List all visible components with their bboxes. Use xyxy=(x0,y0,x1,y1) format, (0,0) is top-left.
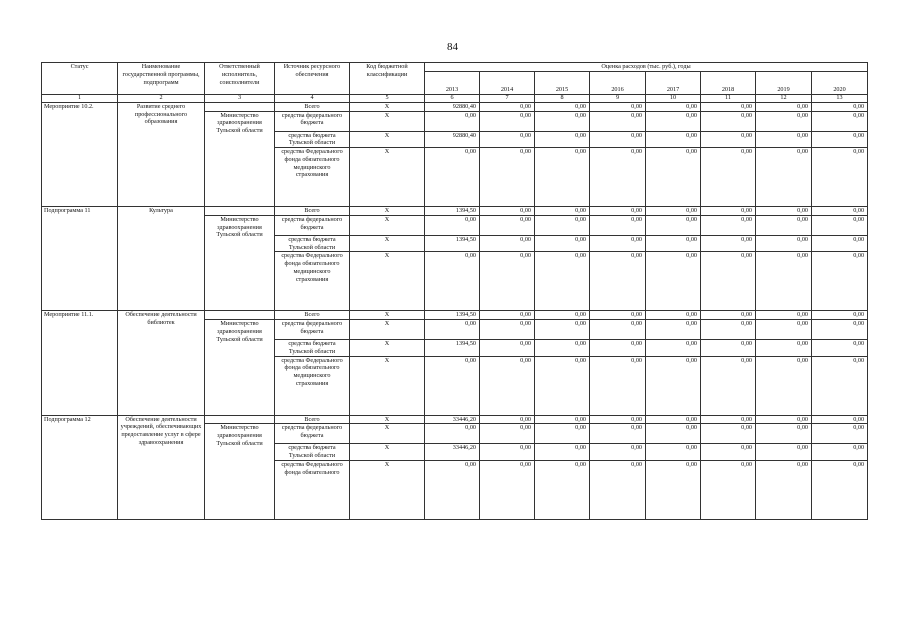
source-cell: средства бюджета Тульской области xyxy=(275,235,350,252)
column-number-cell: 11 xyxy=(701,94,756,102)
source-cell: Всего xyxy=(275,415,350,424)
value-cell: 0,00 xyxy=(590,460,646,519)
value-cell: 0,00 xyxy=(756,460,812,519)
column-number-cell: 2 xyxy=(118,94,205,102)
value-cell: 0,00 xyxy=(425,252,480,311)
value-cell: 0,00 xyxy=(756,148,812,207)
value-cell: 0,00 xyxy=(480,102,535,111)
column-number-cell: 5 xyxy=(350,94,425,102)
value-cell: 0,00 xyxy=(590,148,646,207)
value-cell: 0,00 xyxy=(480,460,535,519)
table-row xyxy=(42,102,868,111)
value-cell: 0,00 xyxy=(425,111,480,131)
executor-cell: Министерство здравоохранения Тульской области xyxy=(205,111,275,207)
budget-code-cell: X xyxy=(350,102,425,111)
value-cell: 0,00 xyxy=(646,340,701,357)
budget-code-cell: X xyxy=(350,235,425,252)
value-cell: 0,00 xyxy=(480,111,535,131)
column-number-cell: 12 xyxy=(756,94,812,102)
column-number-row xyxy=(42,94,868,102)
year-cell: 2013 xyxy=(425,71,480,94)
value-cell: 0,00 xyxy=(535,356,590,415)
year-cell: 2020 xyxy=(812,71,868,94)
value-cell: 0,00 xyxy=(535,340,590,357)
executor-cell: Министерство здравоохранения Тульской области xyxy=(205,424,275,520)
executor-cell-empty xyxy=(205,415,275,424)
value-cell: 0,00 xyxy=(590,235,646,252)
source-cell: средства бюджета Тульской области xyxy=(275,444,350,461)
value-cell: 0,00 xyxy=(812,252,868,311)
value-cell: 0,00 xyxy=(590,215,646,235)
value-cell: 0,00 xyxy=(480,320,535,340)
year-cell: 2018 xyxy=(701,71,756,94)
column-number-cell: 3 xyxy=(205,94,275,102)
header-row xyxy=(42,63,868,72)
program-name-cell: Обеспечение деятельности библиотек xyxy=(118,311,205,415)
budget-code-cell: X xyxy=(350,320,425,340)
column-number-cell: 10 xyxy=(646,94,701,102)
value-cell: 0,00 xyxy=(646,356,701,415)
table-row xyxy=(42,415,868,424)
value-cell: 0,00 xyxy=(590,415,646,424)
value-cell: 0,00 xyxy=(812,340,868,357)
budget-code-cell: X xyxy=(350,444,425,461)
header-estimate: Оценка расходов (тыс. руб.), годы xyxy=(425,63,868,72)
value-cell: 0,00 xyxy=(535,460,590,519)
value-cell: 33446,20 xyxy=(425,415,480,424)
value-cell: 0,00 xyxy=(646,444,701,461)
value-cell: 0,00 xyxy=(590,111,646,131)
value-cell: 0,00 xyxy=(812,444,868,461)
value-cell: 0,00 xyxy=(646,415,701,424)
value-cell: 0,00 xyxy=(812,102,868,111)
value-cell: 0,00 xyxy=(425,356,480,415)
source-cell: средства федерального бюджета xyxy=(275,320,350,340)
value-cell: 0,00 xyxy=(535,424,590,444)
source-cell: Всего xyxy=(275,207,350,216)
value-cell: 0,00 xyxy=(425,215,480,235)
status-cell: Подпрограмма 11 xyxy=(42,207,118,311)
page-number: 84 xyxy=(447,41,458,53)
value-cell: 0,00 xyxy=(425,424,480,444)
source-cell: средства федерального бюджета xyxy=(275,424,350,444)
value-cell: 0,00 xyxy=(590,311,646,320)
header-source: Источник ресурсного обеспечения xyxy=(275,63,350,95)
program-name-cell: Культура xyxy=(118,207,205,311)
source-cell: средства бюджета Тульской области xyxy=(275,340,350,357)
value-cell: 0,00 xyxy=(646,131,701,148)
table-row xyxy=(42,207,868,216)
value-cell: 0,00 xyxy=(646,460,701,519)
value-cell: 0,00 xyxy=(590,102,646,111)
value-cell: 0,00 xyxy=(756,415,812,424)
executor-cell-empty xyxy=(205,207,275,216)
budget-code-cell: X xyxy=(350,131,425,148)
value-cell: 0,00 xyxy=(812,215,868,235)
source-cell: средства Федерального фонда обязательного медицинского страхования xyxy=(275,356,350,415)
value-cell: 0,00 xyxy=(535,252,590,311)
value-cell: 0,00 xyxy=(812,207,868,216)
value-cell: 0,00 xyxy=(590,320,646,340)
program-name-cell: Развитие среднего профессионального образования xyxy=(118,102,205,206)
value-cell: 0,00 xyxy=(480,415,535,424)
value-cell: 0,00 xyxy=(701,460,756,519)
value-cell: 0,00 xyxy=(701,235,756,252)
value-cell: 0,00 xyxy=(812,424,868,444)
value-cell: 33446,20 xyxy=(425,444,480,461)
value-cell: 0,00 xyxy=(701,340,756,357)
value-cell: 0,00 xyxy=(590,424,646,444)
executor-cell: Министерство здравоохранения Тульской области xyxy=(205,215,275,311)
value-cell: 0,00 xyxy=(812,320,868,340)
value-cell: 0,00 xyxy=(480,356,535,415)
budget-code-cell: X xyxy=(350,415,425,424)
value-cell: 0,00 xyxy=(535,444,590,461)
value-cell: 0,00 xyxy=(812,356,868,415)
value-cell: 0,00 xyxy=(756,356,812,415)
value-cell: 0,00 xyxy=(701,424,756,444)
value-cell: 0,00 xyxy=(756,215,812,235)
value-cell: 0,00 xyxy=(425,320,480,340)
budget-code-cell: X xyxy=(350,111,425,131)
source-cell: средства бюджета Тульской области xyxy=(275,131,350,148)
source-cell: средства Федерального фонда обязательного медицинского страхования xyxy=(275,148,350,207)
value-cell: 0,00 xyxy=(701,131,756,148)
value-cell: 0,00 xyxy=(756,131,812,148)
value-cell: 1394,50 xyxy=(425,311,480,320)
program-name-cell: Обеспечение деятельности учреждений, обеспечивающих предоставление услуг в сфере здравоохранения xyxy=(118,415,205,519)
value-cell: 0,00 xyxy=(480,311,535,320)
value-cell: 0,00 xyxy=(756,102,812,111)
value-cell: 0,00 xyxy=(646,424,701,444)
value-cell: 0,00 xyxy=(646,235,701,252)
value-cell: 0,00 xyxy=(425,148,480,207)
value-cell: 0,00 xyxy=(590,252,646,311)
budget-code-cell: X xyxy=(350,356,425,415)
value-cell: 0,00 xyxy=(535,215,590,235)
value-cell: 0,00 xyxy=(756,207,812,216)
source-cell: средства Федерального фонда обязательного xyxy=(275,460,350,519)
value-cell: 0,00 xyxy=(480,207,535,216)
value-cell: 0,00 xyxy=(756,320,812,340)
value-cell: 0,00 xyxy=(535,415,590,424)
status-cell: Мероприятие 10.2. xyxy=(42,102,118,206)
value-cell: 0,00 xyxy=(756,444,812,461)
value-cell: 0,00 xyxy=(701,111,756,131)
value-cell: 0,00 xyxy=(535,235,590,252)
budget-code-cell: X xyxy=(350,424,425,444)
value-cell: 0,00 xyxy=(480,252,535,311)
source-cell: Всего xyxy=(275,102,350,111)
budget-code-cell: X xyxy=(350,460,425,519)
value-cell: 0,00 xyxy=(646,252,701,311)
budget-code-cell: X xyxy=(350,340,425,357)
year-cell: 2014 xyxy=(480,71,535,94)
header-kbk: Код бюджетной классификации xyxy=(350,63,425,95)
value-cell: 0,00 xyxy=(646,207,701,216)
column-number-cell: 9 xyxy=(590,94,646,102)
year-cell: 2016 xyxy=(590,71,646,94)
column-number-cell: 4 xyxy=(275,94,350,102)
header-name: Наименование государственной программы, подпрограмм xyxy=(118,63,205,95)
budget-table xyxy=(41,62,868,520)
value-cell: 0,00 xyxy=(646,320,701,340)
value-cell: 0,00 xyxy=(535,111,590,131)
value-cell: 92880,40 xyxy=(425,131,480,148)
value-cell: 0,00 xyxy=(480,215,535,235)
value-cell: 0,00 xyxy=(701,252,756,311)
value-cell: 0,00 xyxy=(590,356,646,415)
value-cell: 0,00 xyxy=(756,311,812,320)
value-cell: 0,00 xyxy=(812,311,868,320)
header-executor: Ответственный исполнитель, соисполнители xyxy=(205,63,275,95)
value-cell: 0,00 xyxy=(480,235,535,252)
value-cell: 0,00 xyxy=(480,444,535,461)
value-cell: 0,00 xyxy=(812,415,868,424)
value-cell: 0,00 xyxy=(701,320,756,340)
value-cell: 0,00 xyxy=(701,207,756,216)
value-cell: 0,00 xyxy=(535,320,590,340)
column-number-cell: 8 xyxy=(535,94,590,102)
value-cell: 0,00 xyxy=(701,102,756,111)
value-cell: 0,00 xyxy=(590,340,646,357)
value-cell: 0,00 xyxy=(756,252,812,311)
year-cell: 2019 xyxy=(756,71,812,94)
value-cell: 0,00 xyxy=(701,444,756,461)
value-cell: 0,00 xyxy=(646,102,701,111)
year-cell: 2017 xyxy=(646,71,701,94)
source-cell: Всего xyxy=(275,311,350,320)
value-cell: 0,00 xyxy=(425,460,480,519)
value-cell: 0,00 xyxy=(646,215,701,235)
budget-code-cell: X xyxy=(350,215,425,235)
value-cell: 92880,40 xyxy=(425,102,480,111)
value-cell: 0,00 xyxy=(701,356,756,415)
budget-code-cell: X xyxy=(350,252,425,311)
value-cell: 0,00 xyxy=(756,235,812,252)
executor-cell-empty xyxy=(205,311,275,320)
source-cell: средства федерального бюджета xyxy=(275,215,350,235)
executor-cell-empty xyxy=(205,102,275,111)
value-cell: 0,00 xyxy=(701,415,756,424)
year-cell: 2015 xyxy=(535,71,590,94)
value-cell: 0,00 xyxy=(701,148,756,207)
value-cell: 0,00 xyxy=(756,111,812,131)
value-cell: 0,00 xyxy=(756,424,812,444)
value-cell: 0,00 xyxy=(480,340,535,357)
budget-code-cell: X xyxy=(350,311,425,320)
value-cell: 0,00 xyxy=(535,131,590,148)
value-cell: 1394,50 xyxy=(425,340,480,357)
value-cell: 0,00 xyxy=(535,311,590,320)
value-cell: 0,00 xyxy=(812,148,868,207)
value-cell: 0,00 xyxy=(590,131,646,148)
value-cell: 0,00 xyxy=(756,340,812,357)
column-number-cell: 6 xyxy=(425,94,480,102)
value-cell: 0,00 xyxy=(812,131,868,148)
budget-code-cell: X xyxy=(350,148,425,207)
value-cell: 0,00 xyxy=(812,235,868,252)
value-cell: 0,00 xyxy=(535,102,590,111)
value-cell: 0,00 xyxy=(590,444,646,461)
column-number-cell: 13 xyxy=(812,94,868,102)
value-cell: 0,00 xyxy=(812,460,868,519)
value-cell: 0,00 xyxy=(535,207,590,216)
status-cell: Мероприятие 11.1. xyxy=(42,311,118,415)
value-cell: 0,00 xyxy=(535,148,590,207)
value-cell: 0,00 xyxy=(480,424,535,444)
value-cell: 0,00 xyxy=(590,207,646,216)
value-cell: 0,00 xyxy=(646,148,701,207)
status-cell: Подпрограмма 12 xyxy=(42,415,118,519)
value-cell: 0,00 xyxy=(480,131,535,148)
executor-cell: Министерство здравоохранения Тульской области xyxy=(205,320,275,416)
value-cell: 0,00 xyxy=(480,148,535,207)
header-status: Статус xyxy=(42,63,118,95)
value-cell: 0,00 xyxy=(701,215,756,235)
value-cell: 0,00 xyxy=(646,111,701,131)
value-cell: 1394,50 xyxy=(425,207,480,216)
budget-code-cell: X xyxy=(350,207,425,216)
table-row xyxy=(42,311,868,320)
source-cell: средства федерального бюджета xyxy=(275,111,350,131)
value-cell: 0,00 xyxy=(701,311,756,320)
source-cell: средства Федерального фонда обязательного медицинского страхования xyxy=(275,252,350,311)
value-cell: 1394,50 xyxy=(425,235,480,252)
value-cell: 0,00 xyxy=(812,111,868,131)
value-cell: 0,00 xyxy=(646,311,701,320)
column-number-cell: 7 xyxy=(480,94,535,102)
column-number-cell: 1 xyxy=(42,94,118,102)
